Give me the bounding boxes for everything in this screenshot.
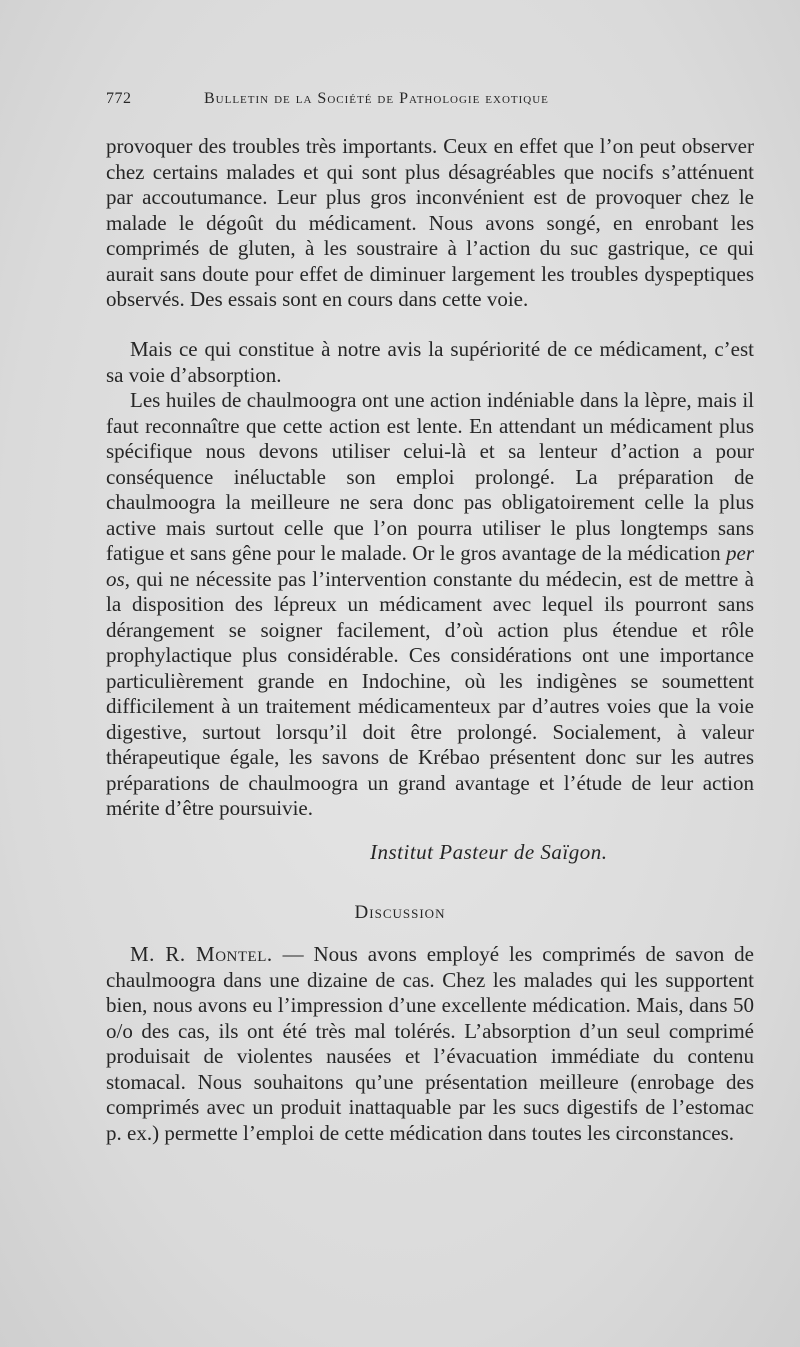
page-header	[106, 88, 756, 114]
page-number: 772	[106, 90, 132, 107]
per-os-italic: per os	[106, 541, 754, 591]
speaker-name: M. R. Montel.	[130, 942, 273, 966]
paragraph-absorption: Mais ce qui constitue à notre avis la supériorité de ce médicament, c’est sa voie d’absorption.	[106, 337, 754, 387]
discussion-heading: Discussion	[354, 902, 446, 923]
institution-signature: Institut Pasteur de Saïgon.	[370, 840, 608, 864]
paragraph-continuation: provoquer des troubles très importants. Ceux en effet que l’on peut observer chez certains malades et qui sont plus désagréables que nocifs s’atténuent par accoutumance. Leur plus gros inconvénient est de provoquer chez le malade le dégoût du médicament. Nous avons songé, en enrobant les comprimés de gluten, à les soustraire à l’action du suc gastrique, ce qui aurait sans doute pour effet de diminuer largement les troubles dyspeptiques observés. Des essais sont en cours dans cette voie.	[106, 134, 754, 311]
running-title: Bulletin de la Société de Pathologie exotique	[204, 90, 549, 107]
paragraph-discussion	[106, 942, 754, 1146]
paragraph-chaulmoogra-text-1: Les huiles de chaulmoogra ont une action indéniable dans la lèpre, mais il faut reconnaître que cette action est lente. En attendant un médicament plus spécifique nous devons utiliser celui-là et sa lenteur d’action a pour conséquence inéluctable son emploi prolongé. La préparation de chaulmoogra la meilleure ne sera donc pas obligatoirement celle la plus active mais surtout celle que l’on pourra utiliser le plus longtemps sans fatigue et sans gêne pour le malade. Or le gros avantage de la médication	[106, 388, 754, 565]
paragraph-chaulmoogra	[106, 388, 754, 822]
paragraph-chaulmoogra-text-2: , qui ne nécessite pas l’intervention constante du médecin, est de mettre à la disposition des lépreux un médicament avec lequel ils pourront sans dérangement se soigner facilement, d’où action plus étendue et rôle prophylactique plus considérable. Ces considérations ont une importance particulièrement grande en Indochine, où les indigènes se soumettent difficilement à un traitement médicamenteux par d’autres voies que la voie digestive, surtout lorsqu’il doit être prolongé. Socialement, à valeur thérapeutique égale, les savons de Krébao présentent donc sur les autres préparations de chaulmoogra un grand avantage et l’étude de leur action mérite d’être poursuivie.	[106, 566, 754, 820]
discussion-text: — Nous avons employé les comprimés de savon de chaulmoogra dans une dizaine de cas. Chez les malades qui les supportent bien, nous avons eu l’impression d’une excellente médication. Mais, dans 50 o/o des cas, ils ont été très mal tolérés. L’absorption d’un seul comprimé produisait de violentes nausées et l’évacuation immédiate du contenu stomacal. Nous souhaitons qu’une présentation meilleure (enrobage des comprimés avec un produit inattaquable par les sucs digestifs de l’estomac p. ex.) permette l’emploi de cette médication dans toutes les circonstances.	[106, 942, 754, 1145]
